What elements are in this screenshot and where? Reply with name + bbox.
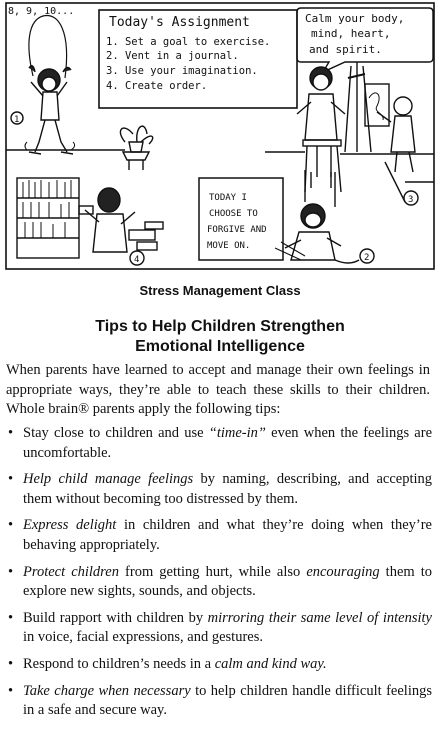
counting-text: 8, 9, 10... (8, 6, 75, 17)
figure-number-2: 2 (364, 253, 370, 263)
section-heading (0, 317, 440, 357)
board-title: Today's Assignment (109, 15, 250, 30)
speech-line-3: and spirit. (309, 43, 382, 56)
sign-line-2: CHOOSE TO (209, 209, 258, 219)
figure-caption: Stress Management Class (139, 283, 301, 298)
board-item-4: 4. Create order. (106, 80, 208, 92)
tip-item: • Help child manage feelings by naming, describing, and accepting them without becoming too distressed by them. (6, 470, 432, 509)
tip-item: • Protect children from getting hurt, while also encouraging them to explore new sights, sounds, and objects. (6, 563, 432, 602)
teacher-figure (297, 67, 345, 192)
speech-line-2: mind, heart, (311, 27, 391, 40)
sign-line-1: TODAY I (209, 193, 247, 203)
heading-line-2: Emotional Intelligence (135, 338, 305, 355)
figure-number-3: 3 (408, 195, 414, 205)
board-item-3: 3. Use your imagination. (106, 65, 258, 77)
tip-item: • Express delight in children and what they’re doing when they’re behaving appropriately. (6, 516, 432, 555)
tip-item: • Take charge when necessary to help children handle difficult feelings in a safe and secure way. (6, 682, 432, 721)
intro-paragraph: When parents have learned to accept and manage their own feelings in appropriate ways, they’re able to teach these skills to their children. Whole brain® parents apply the following tips: (6, 362, 430, 418)
heading-line-1: Tips to Help Children Strengthen (95, 318, 345, 335)
floor-tiles (305, 162, 434, 207)
board-item-1: 1. Set a goal to exercise. (106, 36, 271, 48)
sign-line-4: MOVE ON. (207, 241, 251, 251)
child-organizing (79, 188, 163, 252)
sign-line-3: FORGIVE AND (207, 225, 267, 235)
tip-item: • Build rapport with children by mirroring their same level of intensity in voice, facial expressions, and gestures. (6, 609, 432, 648)
speech-line-1: Calm your body, (305, 12, 405, 25)
bookshelf (17, 178, 79, 258)
stress-class-illustration (5, 2, 435, 270)
board-item-2: 2. Vent in a journal. (106, 50, 239, 62)
tip-item: • Stay close to children and use “time-in” even when the feelings are uncomfortable. (6, 424, 432, 463)
figure-number-4: 4 (134, 255, 140, 265)
potted-plant (120, 126, 152, 170)
child-writing (275, 204, 359, 263)
figure-number-1: 1 (14, 115, 20, 125)
easel-painting (345, 62, 415, 172)
tip-item: • Respond to children’s needs in a calm and kind way. (6, 655, 432, 675)
tips-list (6, 424, 432, 728)
girl-jumping-rope (25, 66, 75, 154)
